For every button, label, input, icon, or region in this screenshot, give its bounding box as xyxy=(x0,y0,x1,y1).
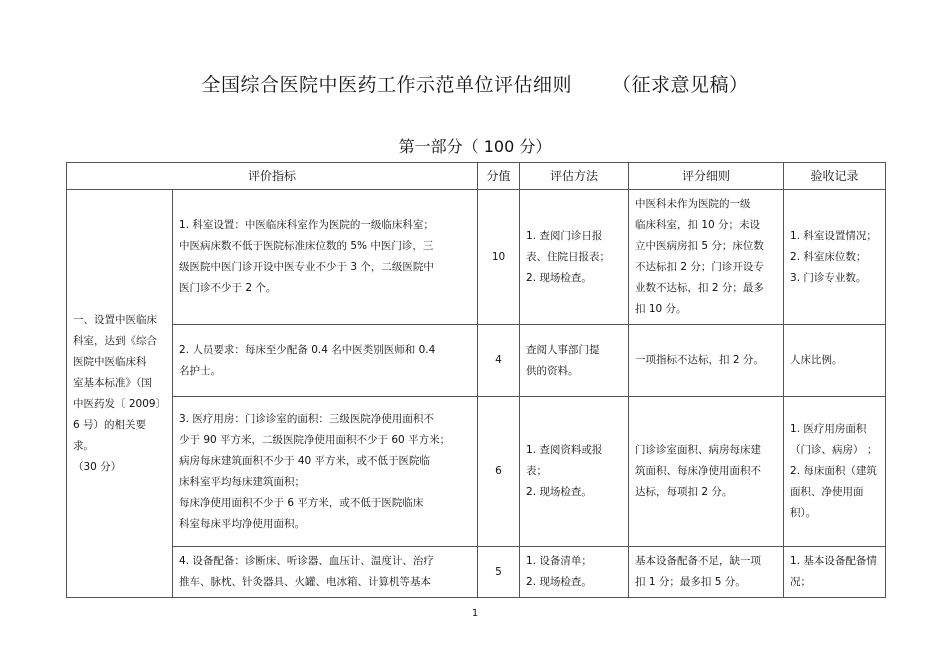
header-indicator: 评价指标 xyxy=(67,163,478,190)
method-cell: 1. 设备清单； 2. 现场检查。 xyxy=(520,547,629,598)
table-header-row xyxy=(67,163,886,190)
table-row xyxy=(67,547,886,598)
table-row xyxy=(67,190,886,325)
header-score: 分值 xyxy=(478,163,520,190)
table-row xyxy=(67,397,886,547)
score-cell: 4 xyxy=(478,325,520,397)
header-method: 评估方法 xyxy=(520,163,629,190)
method-cell: 1. 查阅门诊日报 表、住院日报表； 2. 现场检查。 xyxy=(520,190,629,325)
table-row xyxy=(67,325,886,397)
indicator-cell: 4. 设备配备：诊断床、听诊器、血压计、温度计、治疗 推车、脉枕、针灸器具、火罐、电冰箱、计算机等基本 xyxy=(173,547,478,598)
document-title xyxy=(0,70,950,97)
title-note: （征求意见稿） xyxy=(612,74,749,96)
detail-cell: 基本设备配备不足，缺一项 扣 1 分；最多扣 5 分。 xyxy=(629,547,784,598)
score-cell: 5 xyxy=(478,547,520,598)
category-cell xyxy=(67,190,173,598)
detail-cell: 中医科未作为医院的一级 临床科室，扣 10 分；未设 立中医病房扣 5 分；床位数 不达标扣 2 分；门诊开设专 业数不达标，扣 2 分；最多 扣 10 分。 xyxy=(629,190,784,325)
indicator-cell: 1. 科室设置：中医临床科室作为医院的一级临床科室； 中医病床数不低于医院标准床位数的 5% 中医门诊，三 级医院中医门诊开设中医专业不少于 3 个，二级医院中 医门诊不少于 2 个。 xyxy=(173,190,478,325)
indicator-cell: 2. 人员要求：每床至少配备 0.4 名中医类别医师和 0.4 名护士。 xyxy=(173,325,478,397)
score-cell: 6 xyxy=(478,397,520,547)
part-heading: 第一部分（ 100 分） xyxy=(398,137,552,156)
category-lines: 一、设置中医临床 科室，达到《综合 医院中医临床科 室基本标准》（国 中医药发〔 2009〕 6 号）的相关要求。 （30 分） xyxy=(73,313,167,473)
header-detail: 评分细则 xyxy=(629,163,784,190)
record-cell: 1. 科室设置情况； 2. 科室床位数； 3. 门诊专业数。 xyxy=(784,190,886,325)
method-cell: 1. 查阅资料或报 表； 2. 现场检查。 xyxy=(520,397,629,547)
indicator-cell: 3. 医疗用房：门诊诊室的面积：三级医院净使用面积不 少于 90 平方米，二级医院净使用面积不少于 60 平方米； 病房每床建筑面积不少于 40 平方米，或不低于医院临 床科室平均每床建筑面积； 每床净使用面积不少于 6 平方米，或不低于医院临床 科室每床平均净使用面积。 xyxy=(173,397,478,547)
title-main: 全国综合医院中医药工作示范单位评估细则 xyxy=(201,74,572,96)
record-cell: 人床比例。 xyxy=(784,325,886,397)
evaluation-table xyxy=(66,162,886,598)
record-cell: 1. 医疗用房面积 （门诊、病房） ； 2. 每床面积（建筑 面积、净使用面 积）。 xyxy=(784,397,886,547)
detail-cell: 门诊诊室面积、病房每床建 筑面积、每床净使用面积不 达标，每项扣 2 分。 xyxy=(629,397,784,547)
header-record: 验收记录 xyxy=(784,163,886,190)
page-number: 1 xyxy=(471,608,479,619)
method-cell: 查阅人事部门提 供的资料。 xyxy=(520,325,629,397)
score-cell: 10 xyxy=(478,190,520,325)
record-cell: 1. 基本设备配备情 况； xyxy=(784,547,886,598)
detail-cell: 一项指标不达标，扣 2 分。 xyxy=(629,325,784,397)
